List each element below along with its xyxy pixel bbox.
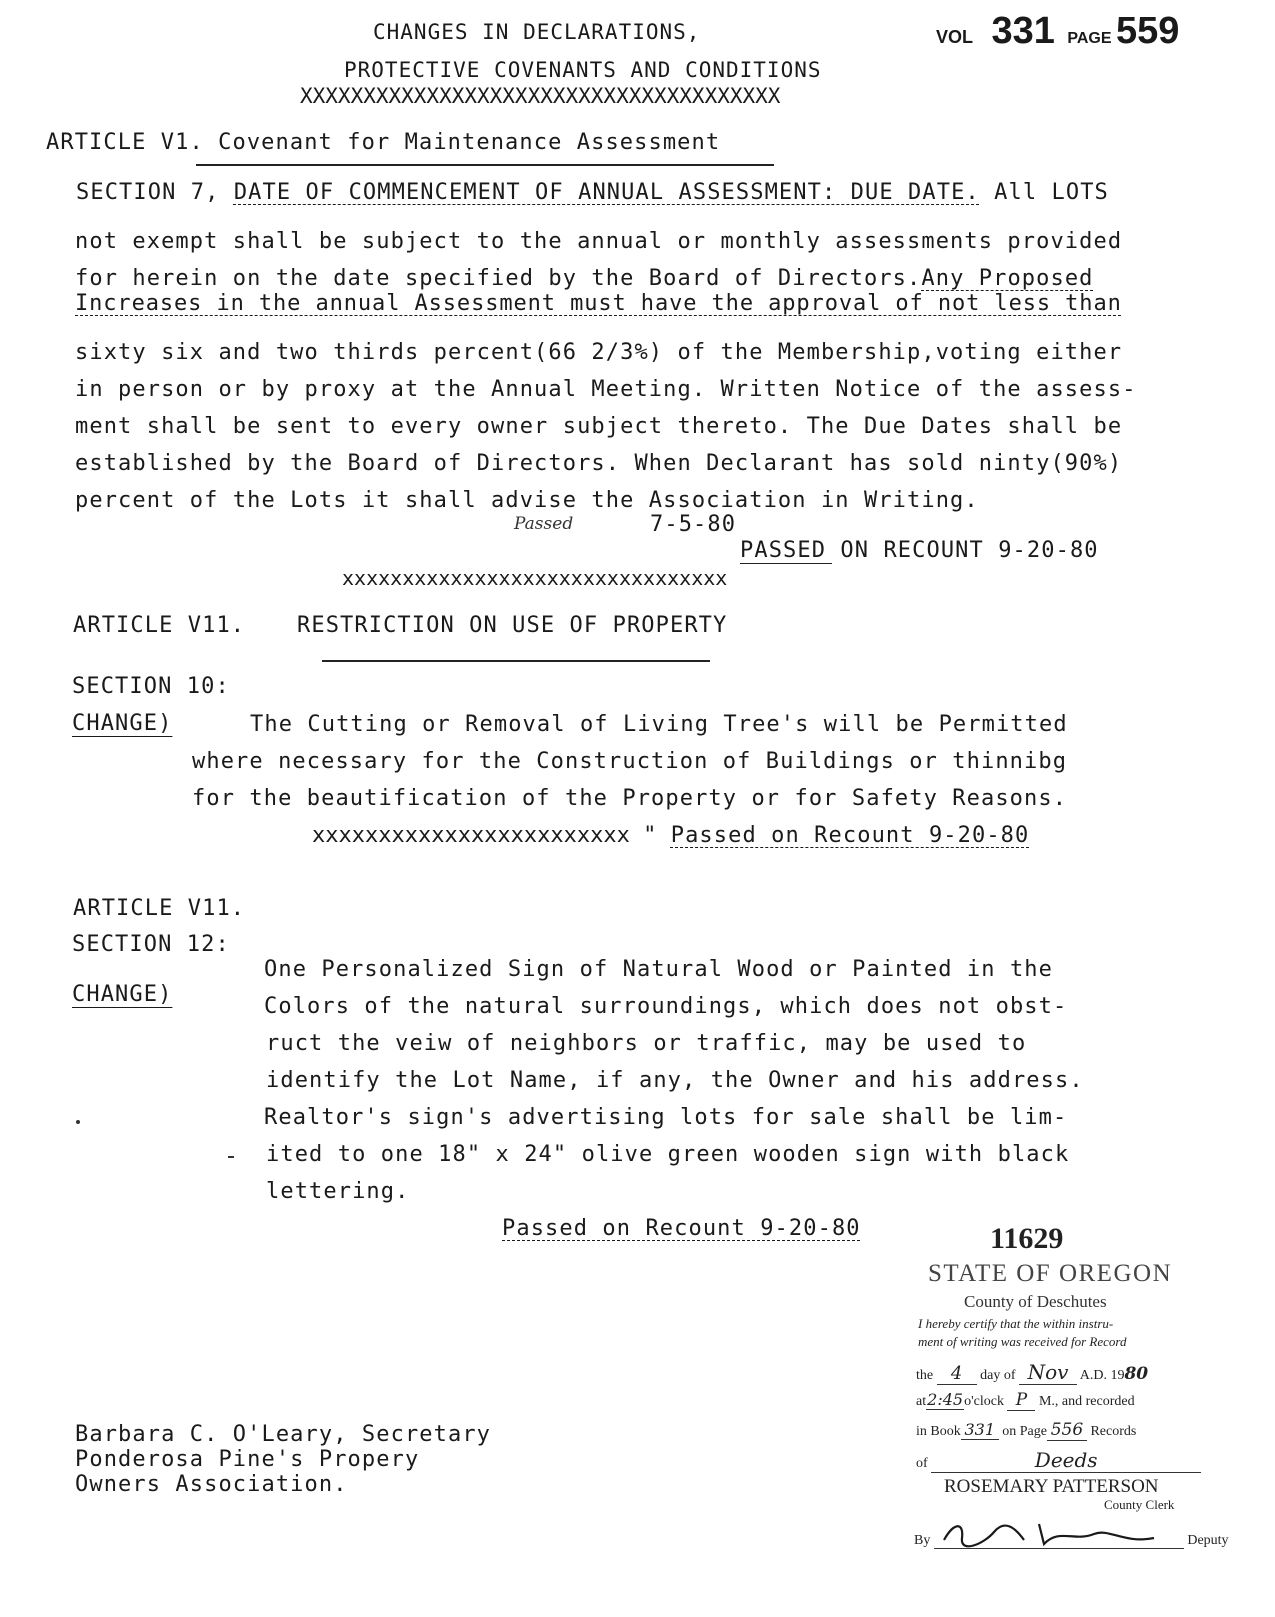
stamp-clerk-name: ROSEMARY PATTERSON: [944, 1476, 1159, 1497]
signature-line2: Ponderosa Pine's Propery: [75, 1447, 420, 1472]
section12-line1: One Personalized Sign of Natural Wood or Painted in the: [264, 957, 1053, 982]
stamp-in-book: in Book: [916, 1424, 961, 1439]
header-title-line2: PROTECTIVE COVENANTS AND CONDITIONS: [344, 58, 822, 82]
stamp-by: By: [914, 1533, 931, 1548]
article6-line7: established by the Board of Directors. When Declarant has sold ninty(90%): [75, 451, 1123, 476]
section10-line3: for the beautification of the Property or for Safety Reasons.: [192, 786, 1068, 811]
header-x-line: XXXXXXXXXXXXXXXXXXXXXXXXXXXXXXXXXXXXXX: [300, 84, 781, 108]
section12-line7: lettering.: [266, 1179, 410, 1204]
section10-x-line: xxxxxxxxxxxxxxxxxxxxxxxx ": [312, 823, 657, 848]
article6-rule: [196, 164, 774, 166]
stamp-of: of: [916, 1456, 928, 1471]
stray-dot-mark: [76, 1120, 80, 1124]
article6-line3: Increases in the annual Assessment must have the approval of not less than: [75, 291, 1122, 316]
page-number: 559: [1115, 10, 1180, 52]
article6-line2a: for herein on the date specified by the Board of Directors.: [75, 266, 922, 291]
stamp-day-value: 4: [937, 1363, 977, 1385]
stamp-book-line: [916, 1420, 1136, 1441]
stamp-county: County of Deschutes: [964, 1292, 1107, 1311]
stamp-records-value: Deeds: [931, 1448, 1201, 1473]
stamp-date-line: [916, 1360, 1148, 1385]
stamp-ad: A.D. 19: [1079, 1368, 1125, 1383]
stamp-time-value: 2:45: [927, 1390, 964, 1409]
section12-line6: ited to one 18" x 24" olive green wooden sign with black: [266, 1142, 1070, 1167]
article6-line6: ment shall be sent to every owner subject thereto. The Due Dates shall be: [75, 414, 1123, 439]
stamp-year-value: 80: [1124, 1364, 1149, 1384]
section12-line4: identify the Lot Name, if any, the Owner and his address.: [266, 1068, 1084, 1093]
stamp-meridiem-value: P: [1007, 1390, 1035, 1411]
stamp-records: Records: [1090, 1424, 1137, 1439]
section10-line1: The Cutting or Removal of Living Tree's will be Permitted: [250, 712, 1068, 737]
deputy-signature-graphic: [934, 1518, 1184, 1549]
section10-passed: Passed on Recount 9-20-80: [670, 823, 1030, 848]
stamp-number: 11629: [990, 1222, 1064, 1255]
article6-line2b: Any Proposed: [921, 266, 1094, 291]
article7-label: ARTICLE V11.: [73, 613, 246, 638]
stamp-cert-line2: ment of writing was received for Record: [918, 1334, 1127, 1349]
signature-line1: Barbara C. O'Leary, Secretary: [75, 1422, 492, 1447]
vol-label: VOL: [936, 27, 974, 47]
stamp-at: at: [916, 1394, 927, 1409]
section7-label: SECTION 7,: [76, 180, 220, 205]
article6-section-line: [76, 180, 1109, 205]
article6-passed-handwritten: Passed: [514, 514, 574, 534]
article6-line5: in person or by proxy at the Annual Meeting. Written Notice of the assess-: [75, 377, 1137, 402]
stamp-deputy: Deputy: [1187, 1533, 1229, 1548]
stamp-recorded: M., and recorded: [1038, 1394, 1135, 1409]
article6-recount: PASSED ON RECOUNT 9-20-80: [740, 538, 1099, 563]
section10-label: SECTION 10:: [72, 674, 230, 699]
section7-heading: DATE OF COMMENCEMENT OF ANNUAL ASSESSMENT: DUE DATE.: [233, 180, 980, 205]
page-label: PAGE: [1067, 30, 1112, 47]
header-title-line1: CHANGES IN DECLARATIONS,: [373, 20, 701, 44]
stamp-month-value: Nov: [1019, 1360, 1077, 1385]
stamp-book-value: 331: [961, 1420, 999, 1440]
article7-rule: [322, 660, 710, 662]
section10-passed-line: [312, 823, 1029, 848]
stamp-day-of: day of: [980, 1368, 1016, 1383]
section12-change: CHANGE): [72, 982, 173, 1007]
section10-line2: where necessary for the Construction of Buildings or thinnibg: [192, 749, 1068, 774]
stamp-clerk-title: County Clerk: [1104, 1497, 1175, 1512]
article6-x-line: xxxxxxxxxxxxxxxxxxxxxxxxxxxxxxxx: [342, 566, 728, 590]
article7b-label: ARTICLE V11.: [73, 896, 246, 921]
stamp-on-page: on Page: [1002, 1424, 1047, 1439]
section12-passed: Passed on Recount 9-20-80: [502, 1216, 861, 1241]
stamp-cert-line1: I hereby certify that the within instru-: [918, 1316, 1114, 1331]
article6-title: ARTICLE V1. Covenant for Maintenance Assessment: [46, 130, 721, 155]
stamp-state: STATE OF OREGON: [928, 1260, 1173, 1287]
stamp-by-line: [914, 1518, 1229, 1549]
article7-title: RESTRICTION ON USE OF PROPERTY: [297, 613, 728, 638]
section7-tail: All LOTS: [994, 180, 1109, 205]
article6-line2: [75, 266, 1094, 291]
article6-line8: percent of the Lots it shall advise the Association in Writing.: [75, 488, 979, 513]
stamp-time-line: [916, 1390, 1135, 1411]
stamp-oclock: o'clock: [964, 1394, 1004, 1409]
stamp-the: the: [916, 1368, 934, 1383]
vol-number: 331: [991, 10, 1055, 52]
section12-line5: Realtor's sign's advertising lots for sale shall be lim-: [264, 1105, 1068, 1130]
article6-recount-underline: [740, 563, 832, 564]
stamp-page-value: 556: [1047, 1420, 1087, 1441]
article6-passed-date: 7-5-80: [650, 512, 737, 537]
section12-line2: Colors of the natural surroundings, which does not obst-: [264, 994, 1068, 1019]
section12-line3: ruct the veiw of neighbors or traffic, may be used to: [266, 1031, 1027, 1056]
signature-line3: Owners Association.: [75, 1472, 348, 1497]
section12-label: SECTION 12:: [72, 932, 230, 957]
volume-page-stamp: [936, 10, 1179, 53]
article6-line4: sixty six and two thirds percent(66 2/3%) of the Membership,voting either: [75, 340, 1123, 365]
stray-dash-mark: [228, 1156, 234, 1158]
stamp-of-line: [916, 1448, 1201, 1473]
section10-change: CHANGE): [72, 711, 173, 736]
article6-line1: not exempt shall be subject to the annual or monthly assessments provided: [75, 229, 1123, 254]
